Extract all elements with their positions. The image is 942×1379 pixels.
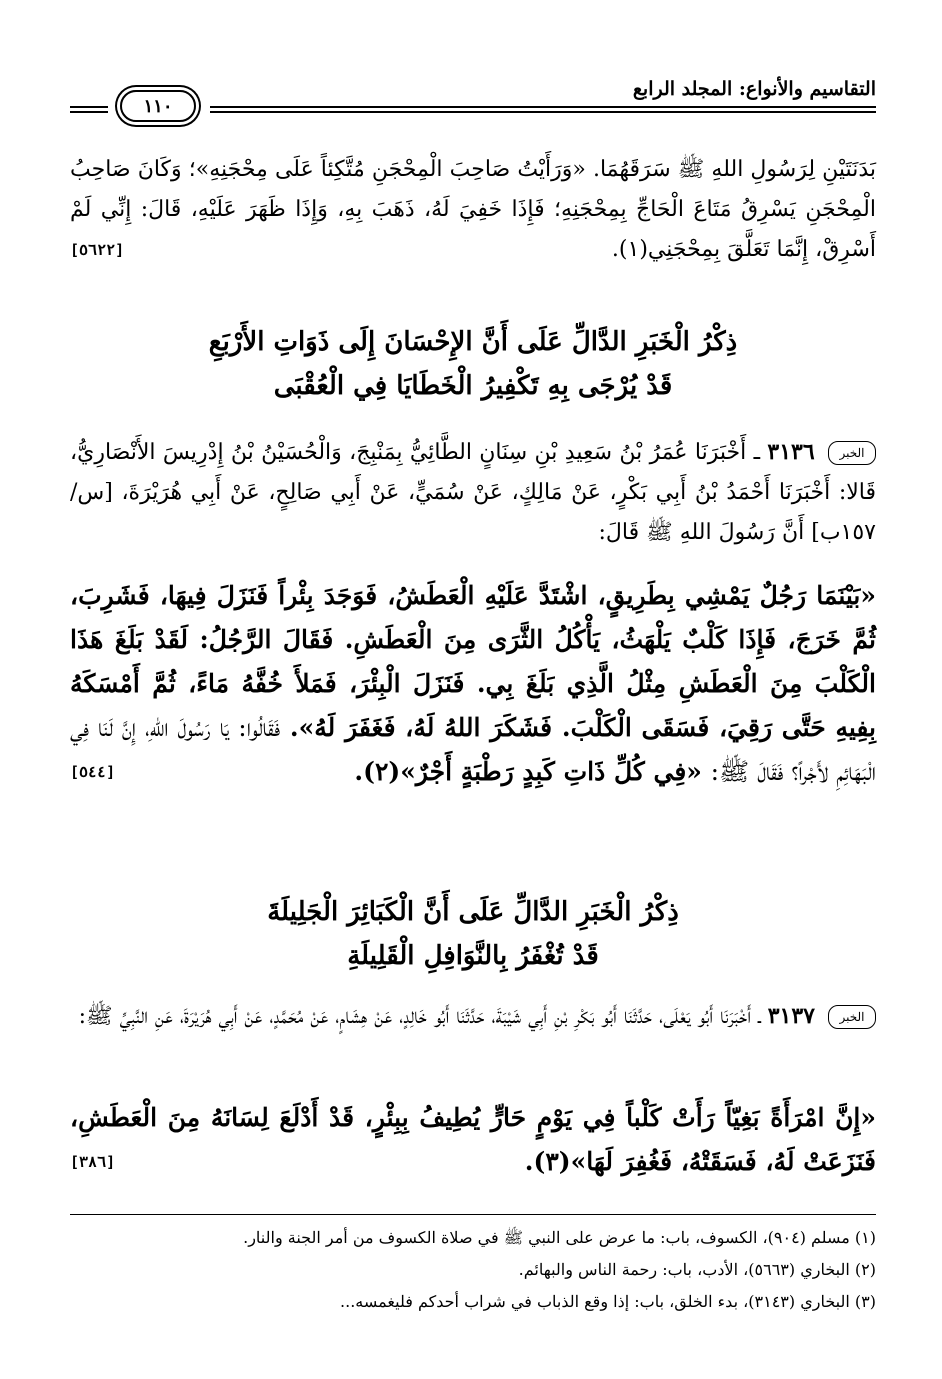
running-title: التقاسيم والأنواع: المجلد الرابع xyxy=(632,78,876,100)
header-rule xyxy=(70,111,108,113)
heading-line-1: ذِكْرُ الْخَبَرِ الدَّالِّ عَلَى أَنَّ الإِحْسَانَ إِلَى ذَوَاتِ الأَرْبَعِ xyxy=(208,327,738,357)
hadith-3136-matn xyxy=(70,574,876,794)
heading-line-2: قَدْ تُغْفَرُ بِالنَّوَافِلِ الْقَلِيلَةِ xyxy=(347,941,599,971)
footnote-separator xyxy=(70,1214,876,1215)
hadith-dialog: فَقَالُوا: يَا رَسُولَ اللهِ، إِنَّ لَنَا فِي الْبَهَائِمِ لأَجْراً؟ فَقَالَ ﷺ: xyxy=(70,713,876,786)
hadith-matn: «بَيْنَمَا رَجُلٌ يَمْشِي بِطَرِيقٍ، اشْتَدَّ عَلَيْهِ الْعَطَشُ، فَوَجَدَ بِئْراً فَنَزَلَ فِيهَا، فَشَرِبَ، ثُمَّ خَرَجَ، فَإِذَا كَلْبٌ يَلْهَثُ، يَأْكُلُ الثَّرَى مِنَ الْعَطَشِ. فَقَالَ الرَّجُلُ: لَقَدْ بَلَغَ هَذَا الْكَلْبَ مِنَ الْعَطَشِ مِثْلُ الَّذِي بَلَغَ بِي. فَنَزَلَ الْبِئْرَ، فَمَلأَ خُفَّهُ مَاءً، ثُمَّ أَمْسَكَهُ بِفِيهِ حَتَّى رَقِيَ، فَسَقَى الْكَلْبَ. فَشَكَرَ اللهُ لَهُ، فَغَفَرَ لَهُ». xyxy=(70,581,876,742)
section-heading-1 xyxy=(70,320,876,408)
reference-number: [٥٤٤] xyxy=(70,763,116,781)
hadith-isnad: ـ أَخْبَرَنَا أَبُو يَعْلَى، حَدَّثَنَا أَبُو بَكْرِ بْنِ أَبِي شَيْبَةَ، حَدَّثَنَا أَبُو خَالِدٍ، عَنْ هِشَامٍ، عَنْ مُحَمَّدٍ، عَنْ أَبِي هُرَيْرَةَ، عَنِ النَّبِيِّ ﷺ: xyxy=(78,1004,761,1029)
hadith-3137-matn xyxy=(70,1096,876,1184)
hadith-matn: «إِنَّ امْرَأَةً بَغِيّاً رَأَتْ كَلْباً فِي يَوْمٍ حَارٍّ يُطِيفُ بِبِئْرٍ، قَدْ أَدْلَعَ لِسَانَهُ مِنَ الْعَطَشِ، فَنَزَعَتْ لَهُ، فَسَقَتْهُ، فَغُفِرَ لَهَا»(٣). xyxy=(70,1103,876,1176)
footnotes xyxy=(70,1222,876,1318)
continued-hadith-text xyxy=(70,150,876,270)
footnote-1: (١) مسلم (٩٠٤)، الكسوف، باب: ما عرض على النبي ﷺ في صلاة الكسوف من أمر الجنة والنار. xyxy=(243,1228,876,1247)
header-rule xyxy=(210,106,876,108)
hadith-badge-icon: الخبر xyxy=(828,441,876,465)
hadith-isnad: ـ أَخْبَرَنَا عُمَرُ بْنُ سَعِيدِ بْنِ سِنَانٍ الطَّائِيُّ بِمَنْبِجَ، وَالْحُسَيْنُ بْنُ إِدْرِيسَ الأَنْصَارِيُّ، قَالا: أَخْبَرَنَا أَحْمَدُ بْنُ أَبِي بَكْرٍ، عَنْ مَالِكٍ، عَنْ سُمَيٍّ، عَنْ أَبِي صَالِحٍ، عَنْ أَبِي هُرَيْرَةَ، [س/١٥٧ب] أَنَّ رَسُولَ اللهِ ﷺ قَالَ: xyxy=(70,440,876,545)
page-number-text: ١١٠ xyxy=(143,95,173,117)
footnote-2: (٢) البخاري (٥٦٦٣)، الأدب، باب: رحمة الناس والبهائم. xyxy=(518,1260,876,1279)
reference-number: [٥٦٢٢] xyxy=(70,241,125,259)
footnote-3: (٣) البخاري (٣١٤٣)، بدء الخلق، باب: إذا وقع الذباب في شراب أحدكم فليغمسه... xyxy=(340,1292,876,1311)
page-number xyxy=(120,90,196,122)
hadith-3137-isnad xyxy=(70,996,876,1037)
hadith-3136-isnad xyxy=(70,432,876,553)
hadith-number: ٣١٣٦ xyxy=(767,439,815,465)
hadith-badge-icon: الخبر xyxy=(828,1005,876,1029)
reference-number: [٣٨٦] xyxy=(70,1153,116,1171)
heading-line-1: ذِكْرُ الْخَبَرِ الدَّالِّ عَلَى أَنَّ الْكَبَائِرَ الْجَلِيلَةَ xyxy=(267,897,679,927)
header-rule xyxy=(70,106,108,108)
header-rule xyxy=(210,111,876,113)
continued-text: بَدَنَتَيْنِ لِرَسُولِ اللهِ ﷺ سَرَقَهُمَا. «وَرَأَيْتُ صَاحِبَ الْمِحْجَنِ مُتَّكِئاً عَلَى مِحْجَنِهِ»؛ وَكَانَ صَاحِبُ الْمِحْجَنِ يَسْرِقُ مَتَاعَ الْحَاجِّ بِمِحْجَنِهِ؛ فَإِذَا خَفِيَ لَهُ، ذَهَبَ بِهِ، وَإِذَا ظَهَرَ عَلَيْهِ، قَالَ: إِنِّي لَمْ أَسْرِقْ، إِنَّمَا تَعَلَّقَ بِمِحْجَنِي(١). xyxy=(70,157,876,262)
section-heading-2 xyxy=(70,890,876,978)
heading-line-2: قَدْ يُرْجَى بِهِ تَكْفِيرُ الْخَطَايَا فِي الْعُقْبَى xyxy=(273,371,673,401)
hadith-number: ٣١٣٧ xyxy=(767,1003,815,1029)
page-header xyxy=(70,78,876,128)
hadith-answer: «فِي كُلِّ ذَاتِ كَبِدٍ رَطْبَةٍ أَجْرٌ»(٢). xyxy=(354,757,702,786)
